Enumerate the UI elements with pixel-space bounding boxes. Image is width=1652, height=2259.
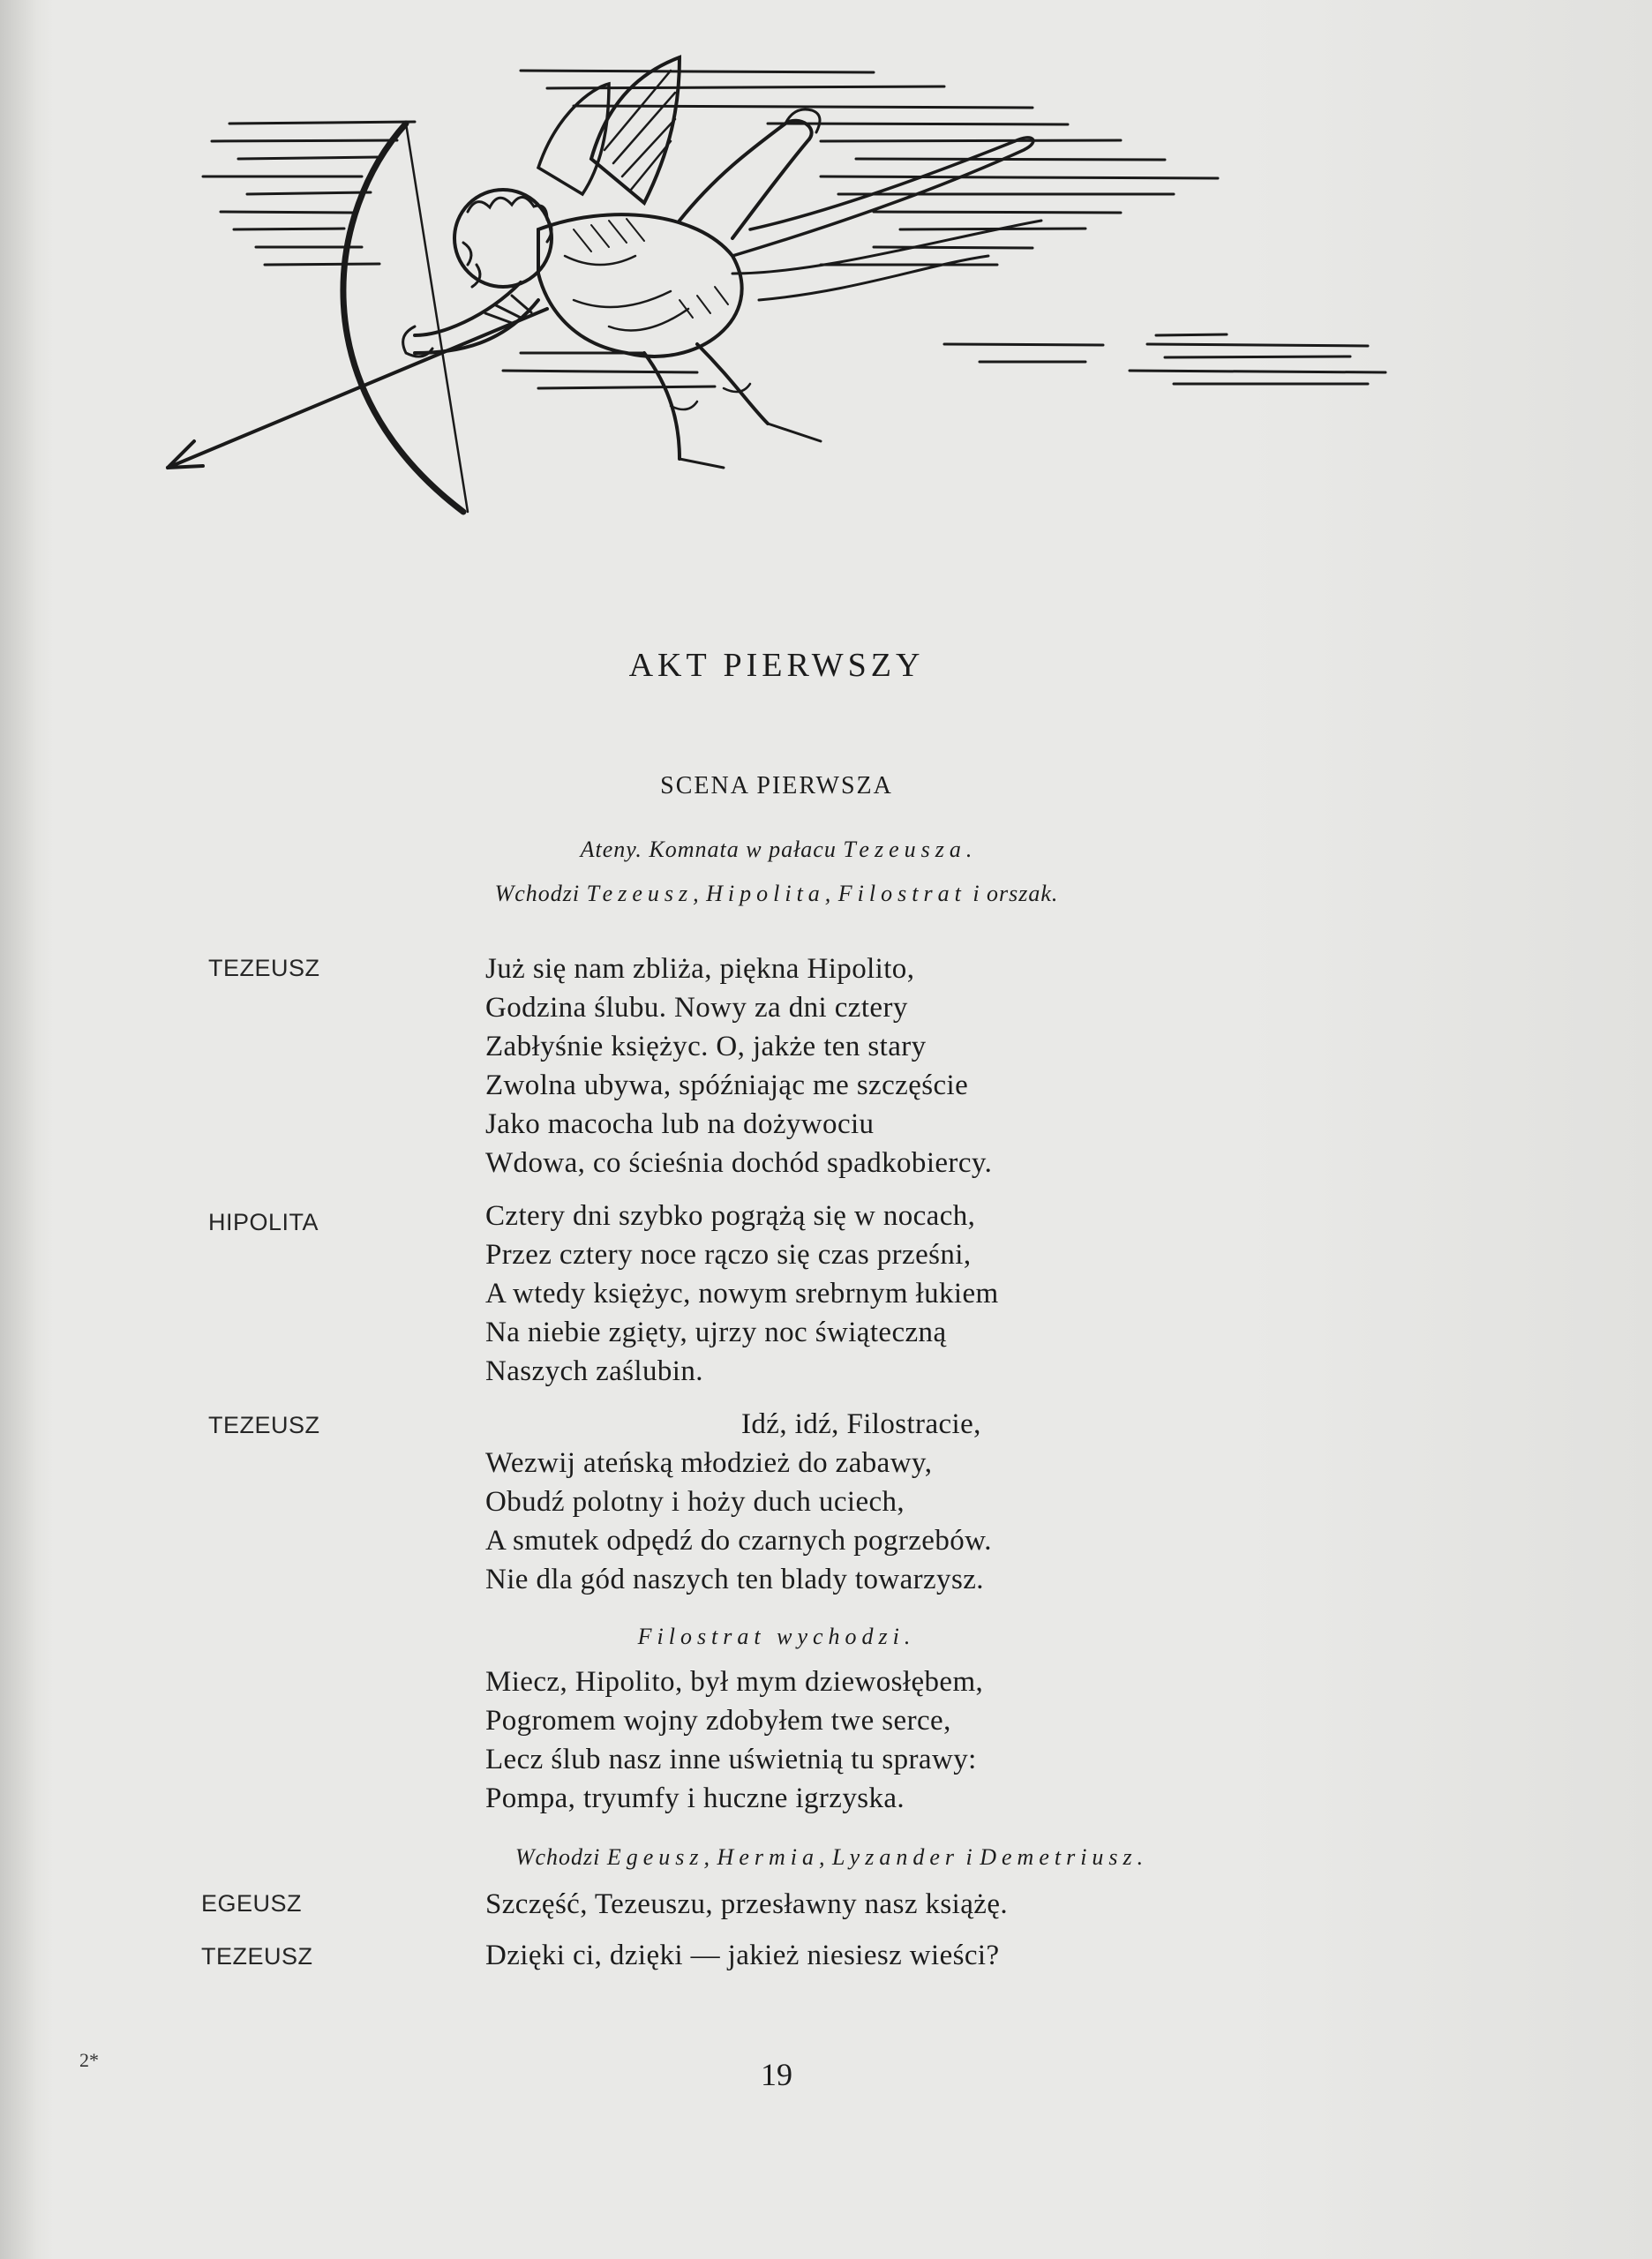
verse-line: Pompa, tryumfy i huczne igrzyska. — [485, 1782, 905, 1814]
page-number: 19 — [761, 2057, 792, 2092]
entrance-verb: Wchodzi — [494, 881, 587, 906]
separator: , — [824, 881, 838, 906]
entrance-rest: i orszak. — [965, 881, 1059, 906]
verse-line: Nie dla gód naszych ten blady towarzysz. — [485, 1564, 984, 1595]
speaker-name: TEZEUSZ — [201, 1943, 313, 1970]
verse-line: Pogromem wojny zdobyłem twe serce, — [485, 1705, 951, 1737]
character-name: Egeusz — [606, 1844, 704, 1870]
verse-line: A smutek odpędź do czarnych pogrzebów. — [485, 1525, 992, 1557]
verse-line: Jako macocha lub na dożywociu — [485, 1108, 875, 1140]
speaker-name: EGEUSZ — [201, 1890, 303, 1917]
speaker-name: TEZEUSZ — [208, 1412, 320, 1438]
character-name: Lyzander — [831, 1844, 959, 1870]
verse-line: Dzięki ci, dzięki — jakież niesiesz wieści? — [485, 1940, 1000, 1971]
separator: , — [818, 1844, 832, 1870]
stage-direction-entrance — [0, 881, 1553, 907]
scene-title: SCENA PIERWSZA — [660, 772, 893, 799]
verse-line: Zabłyśnie księżyc. O, jakże ten stary — [485, 1031, 927, 1062]
character-name: Hermia — [717, 1844, 819, 1870]
stage-direction-exit — [0, 1624, 1553, 1650]
stage-direction-entrance-2 — [53, 1844, 1606, 1871]
exit-verb: wychodzi. — [765, 1624, 916, 1649]
character-name: Hipolita — [706, 881, 825, 906]
setting-place-name: Tezeusza — [843, 837, 966, 862]
verse-line: Zwolna ubywa, spóźniając me szczęście — [485, 1069, 969, 1101]
separator: . — [1137, 1844, 1145, 1870]
verse-line: Przez cztery noce rączo się czas prześni, — [485, 1239, 972, 1271]
separator: , — [693, 881, 707, 906]
verse-line: Na niebie zgięty, ujrzy noc świąteczną — [485, 1317, 947, 1348]
separator: , — [703, 1844, 717, 1870]
setting-place: Ateny. Komnata w pałacu — [580, 837, 844, 862]
verse-line: Lecz ślub nasz inne uświetnią tu sprawy: — [485, 1744, 977, 1775]
stage-direction-setting — [0, 837, 1553, 863]
speaker-name: HIPOLITA — [208, 1209, 319, 1235]
gutter-shadow — [0, 0, 53, 2259]
verse-line: Naszych zaślubin. — [485, 1355, 703, 1387]
verse-line: Wdowa, co ścieśnia dochód spadkobiercy. — [485, 1147, 993, 1179]
verse-line: Idź, idź, Filostracie, — [741, 1408, 981, 1440]
entrance-verb: Wchodzi — [514, 1844, 607, 1870]
verse-line: Już się nam zbliża, piękna Hipolito, — [485, 953, 915, 985]
speaker-name: TEZEUSZ — [208, 955, 320, 981]
verse-line: Obudź polotny i hoży duch uciech, — [485, 1486, 905, 1518]
act-title: AKT PIERWSZY — [628, 647, 925, 684]
character-name: Demetriusz — [980, 1844, 1138, 1870]
verse-line: Miecz, Hipolito, był mym dziewosłębem, — [485, 1666, 984, 1698]
character-name: Filostrat — [837, 881, 966, 906]
cupid-with-bow-icon — [150, 53, 1403, 529]
verse-line: Godzina ślubu. Nowy za dni cztery — [485, 992, 908, 1024]
verse-line: A wtedy księżyc, nowym srebrnym łukiem — [485, 1278, 999, 1310]
verse-line: Szczęść, Tezeuszu, przesławny nasz książę. — [485, 1888, 1009, 1920]
separator: i — [959, 1844, 980, 1870]
verse-line: Wezwij ateńską młodzież do zabawy, — [485, 1447, 933, 1479]
setting-place-end: . — [965, 837, 973, 862]
character-name: Tezeusz — [586, 881, 694, 906]
verse-line: Cztery dni szybko pogrążą się w nocach, — [485, 1200, 976, 1232]
character-name: Filostrat — [637, 1624, 766, 1649]
signature-mark: 2* — [79, 2049, 99, 2071]
